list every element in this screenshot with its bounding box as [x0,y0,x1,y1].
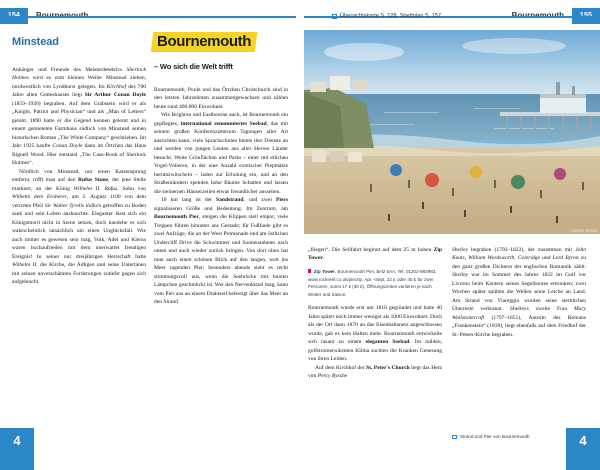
chapter-tab-left[interactable]: 4 [0,428,34,470]
paragraph: Nördlich von Minstead, nur einen Katzensprung entfernt, trifft man auf den Rufus Stone, der jene Stelle markiert, an der König Wilhelm II. Rufus, Sohn von Wilhelm dem Eroberer, am 2. August 1100 von dem verirrten Pfeil Sir Walter Tyrells tödlich getroffen zu Boden sank und sein Leben aushauchte. Eleganter lässt sich ein Königsmord nicht in Szene setzen, doch handelte es sich wahrscheinlich tatsächlich um einen Unglücksfall. Wie auch immer es gewesen sein mag, Volk, Adel und Klerus waren hochzufrieden mit dem unerwartet freudigen Ereignis! In seiner nur dreijährigen Herrschaft hatte Wilhelm II. die Kirche, die Adligen und seine Untertanen mit seinen unverschämten Forderungen zutiefst gegen sich aufgebracht. [12,168,146,286]
photo-caption-label: Strand und Pier von Bournemouth [460,434,530,439]
cliff-and-buildings [304,76,374,148]
paragraph: Shelley begraben (1792–1822), der zusammen mit John Keats, William Wordsworth, Coleridge und Lord Byron zu den ganz großen Dichtern der englischen Romantik zählt. Shelley war im Sommer des Jahres 1822 im Golf vor Livorno beim Kentern seines Segelbootes ertrunken; zwei Wochen später spülten die Wellen seine Leiche an Land. Am Strand von Viareggio wurden seine sterblichen Überreste verbrannt. Shelleys zweite Frau Mary Wollstonecraft (1797–1851), Autorin des Romans „Frankenstein“ (1818), liegt ebenfalls auf dem Friedhof der St.-Peters-Kirche begraben. [452,247,586,338]
paragraph: „fliegen“. Die Seilfahrt beginnt auf dem 25 m hohen Zip Tower. [308,247,442,262]
chapter-subheadline: – Wo sich die Welt trifft [154,62,233,71]
infobox-marker-icon [308,269,311,272]
page-title-minstead: Minstead [12,36,59,48]
paragraph: 10 km lang ist der Sandstrand, und zwei Piers signalisieren Größe und Bedeutung. Im Zentrum, am Bournemouth Pier, steigen die Klippen steil empor, viele Treppen führen hinunter ans Gestade; für Fußfaule gibt es zwei Aufzüge, die an der West Promenade und am östlichen Undercliff Drive die Schwimmer und Sonnenanbeter nach unten und auch wieder zurück bringen. Von dort oben hat man auch einen schönen Blick auf den langen, weit ins Meer ragenden Pier; besonders abends sieht es recht stimmungsvoll aus, wenn die Seebrücke mit bunten Lämpchen geschmückt ist. Wer den Nervenkitzel mag, kann vom Pier aus an einem Drahtseil befestigt über das Meer an den Strand [154,197,288,306]
header-rule-left [0,16,296,18]
column-one [12,66,146,422]
photo-beach-and-pier [304,30,600,234]
infobox-zip-tower [308,268,442,299]
photo-credit: ADOBE STOCK [571,229,598,233]
chapter-tab-right[interactable]: 4 [566,428,600,470]
chapter-headline-banner [151,32,257,52]
photo-illustration [304,30,600,234]
column-two [154,86,288,422]
paragraph: Bournemouth, Poole und das Örtchen Christchurch sind in den letzten Jahrzehnten zusammengewachsen und zählen heute rund 460.000 Einwohner. [154,87,288,110]
cross-reference [332,8,441,24]
map-square-icon [332,14,337,19]
paragraph: Auf dem Kirchhof der St. Peter's Church liegt das Herz von Percy Bysshe [308,364,442,380]
paragraph: Anhänger und Freunde des Meisterdetektivs Sherlock Holmes wird es zum kleinen Weiler Minstead ziehen, nordwestlich von Lyndhurst gelegen. Im Kirchhof des 700 Jahre alten Gotteshauses liegt Sir Arthur Conan Doyle (1859–1930) begraben. Auf dem Grabstein wird er als „Knight, Patriot and Physician“ und als „Man of Letters“ gelobt. 1890 hatte er die Gegend kennen gelernt und in einem gemieteten Farmhaus südlich von Minstead seinen historischen Roman „The White Company“ geschrieben. Im Jahr 1925 kaufte Conan Doyle dann im Örtchen das Haus Bignell Wood. Hier entstand „The Case-Book of Sherlock Holmes“. [12,67,146,167]
chapter-headline: Bournemouth [157,33,251,50]
column-three [308,246,442,426]
infobox-text: Zip Tower, Bournemouth Pier, BH2 5AA, Tel. 01202-983983, www.rockreef.co.uk/pierzip, Apr.–Sept. 22 £ oder 40 £ für zwei Personen, sonst 17 £ (30 £). Öffnungszeiten variieren je nach Wetter und Saison. [308,268,437,297]
paragraph: Bournemouth wurde erst um 1810 gegründet und hatte 40 Jahre später noch immer weniger als 1000 Einwohner. Doch als der Ort dann 1870 an das Eisenbahnnetz angeschlossen wurde, gab es kein Halten mehr. Bournemouth entwickelte sich rasant zu einem eleganten Seebad. Im milden, golfstromerwärmten Klima suchten die Kranken Genesung von ihren Leiden. [308,305,442,363]
cross-reference-label: Übersichtskarte S. 128, Stadtplan S. 157 [340,13,442,19]
paragraph: Wie Brighton und Eastbourne auch, ist Bournemouth ein gepflegtes, international renommiertes Seebad, das mit seinem großen Konferenzzentrum Tagungen aller Art ausrichten kann; viele Sprachschulen bieten ihre Dienste an und werden von jungen Leuten aus aller Herren Länder besucht. Weite Grünflächen und Parks – einer mit etlichen Vogel-Volieren, in der eine Anzahl exotischer Piepmätze herumzwitschern – laden zur Erholung ein, und an den Straßenrändern spenden hohe Bäume Schatten und lassen die steinernen Häuserzeilen etwas freundlicher aussehen. [154,112,288,195]
photo-caption [452,434,529,439]
column-four [452,246,586,426]
photo-square-icon [452,435,457,439]
